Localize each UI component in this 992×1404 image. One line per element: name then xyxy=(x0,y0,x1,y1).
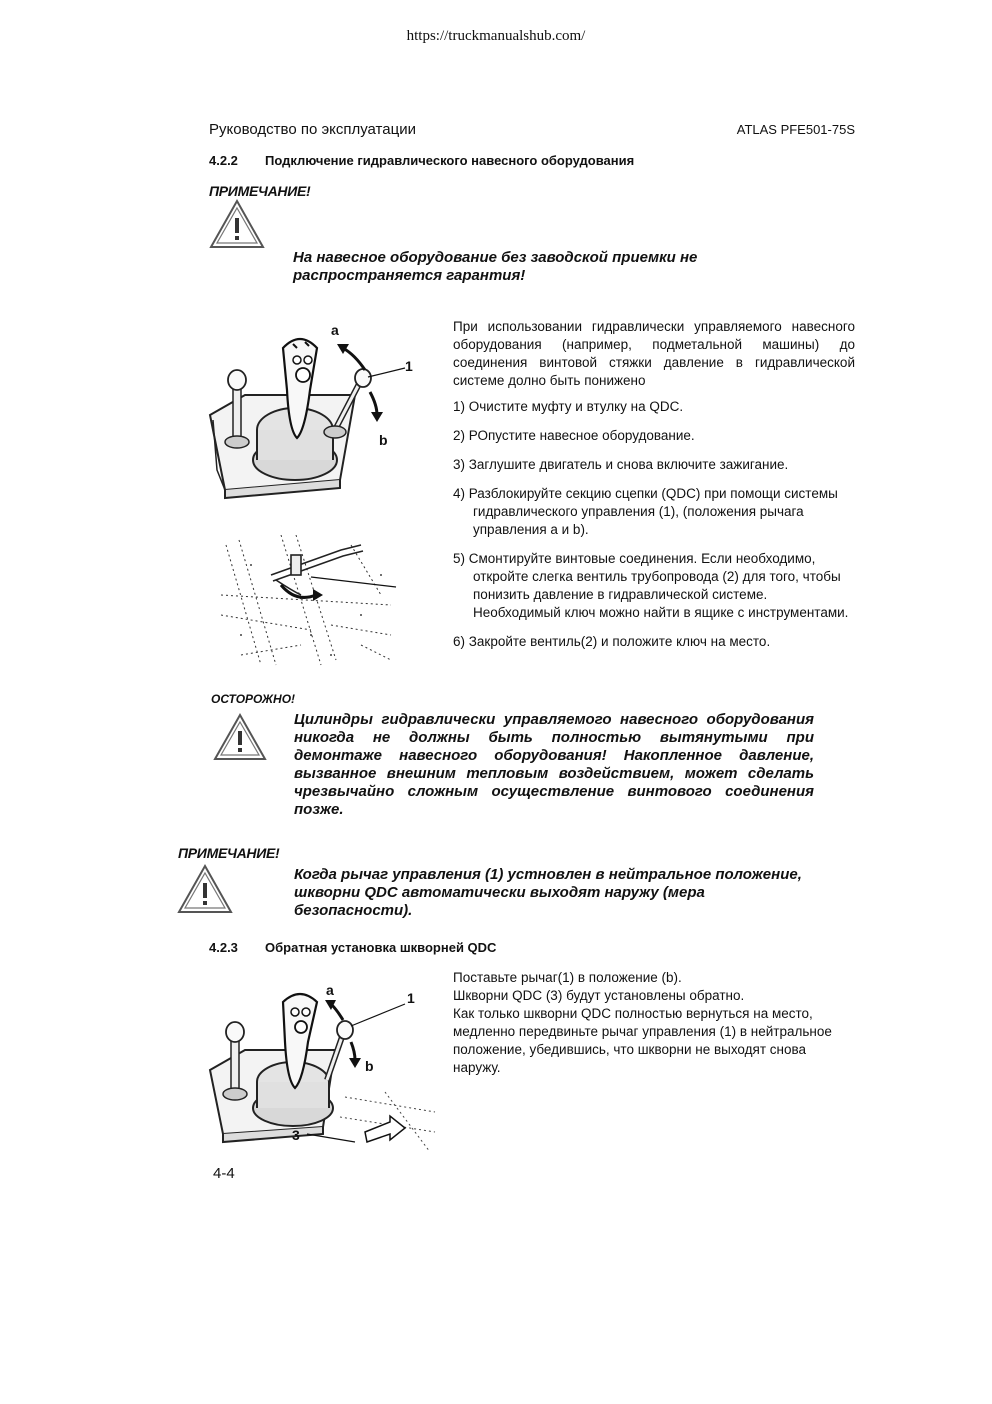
section-number: 4.2.3 xyxy=(209,940,238,955)
note-text: На навесное оборудование без заводской приемки не распространяется гарантия! xyxy=(293,249,698,284)
source-url[interactable]: https://truckmanualshub.com/ xyxy=(406,28,586,44)
lever-pin-figure xyxy=(205,982,440,1157)
paragraph: Поставьте рычаг(1) в положение (b). xyxy=(453,970,682,985)
manual-title: Руководство по эксплуатации xyxy=(209,121,416,138)
step-item: 1) Очистите муфту и втулку на QDC. xyxy=(453,399,684,414)
fig3-label-3: 3 xyxy=(292,1127,300,1143)
steps-list xyxy=(453,398,855,662)
note-label: ПРИМЕЧАНИЕ! xyxy=(178,845,280,861)
model-name: ATLAS PFE501-75S xyxy=(736,122,855,137)
control-lever-figure xyxy=(205,320,420,502)
step-item: 4) Разблокируйте секцию сцепки (QDC) при помощи системы гидравлического управления (1), (положения рычага управления a и b). xyxy=(453,486,838,537)
section-title: Обратная установка шкворней QDC xyxy=(265,940,497,955)
caution-text: Цилиндры гидравлически управляемого навесного оборудования никогда не должны быть полностью вытянутыми при демонтаже навесного оборудования! Накопленное давление, вызванное внешним тепловым воздействием, может сделать чрезвычайно сложным осуществление винтового соединения позже. xyxy=(294,711,814,818)
section-heading-4-2-3 xyxy=(209,940,496,955)
step-item: 5) Смонтируйте винтовые соединения. Если необходимо, откройте слегка вентиль трубопровода (2) для того, чтобы понизить давление в гидравлической системе. Необходимый ключ можно найти в ящике с инструментами. xyxy=(453,551,849,620)
caution-label: ОСТОРОЖНО! xyxy=(211,692,296,706)
step-item: 6) Закройте вентиль(2) и положите ключ на место. xyxy=(453,634,771,649)
fig3-label-1: 1 xyxy=(407,990,415,1006)
section-number: 4.2.2 xyxy=(209,153,238,168)
fig1-label-1: 1 xyxy=(405,358,413,374)
warning-triangle-icon xyxy=(209,198,265,250)
intro-text: При использовании гидравлически управляемого навесного оборудования (например, подметальной машины) до соединения винтовой стяжки давление в гидравлической системе долно быть понижено xyxy=(453,319,855,388)
section-heading-4-2-2 xyxy=(209,153,634,168)
step-item: 2) РОпустите навесное оборудование. xyxy=(453,428,695,443)
paragraph: Как только шкворни QDC полностью вернуться на место, медленно передвиньте рычаг управления (1) в нейтральное положение, убедившись, что шкворни не выходят снова наружу. xyxy=(453,1006,832,1075)
step-item: 3) Заглушите двигатель и снова включите зажигание. xyxy=(453,457,789,472)
fig1-label-a: a xyxy=(331,322,339,338)
warning-triangle-icon xyxy=(177,863,233,915)
reverse-text xyxy=(453,969,855,1077)
warning-triangle-icon xyxy=(213,712,267,762)
fig3-label-a: a xyxy=(326,982,334,998)
paragraph: Шкворни QDC (3) будут установлены обратно. xyxy=(453,988,745,1003)
fig3-label-b: b xyxy=(365,1058,374,1074)
coupling-valve-figure xyxy=(221,535,399,671)
section-title: Подключение гидравлического навесного оборудования xyxy=(265,153,635,168)
fig1-label-b: b xyxy=(379,432,388,448)
page-number: 4-4 xyxy=(213,1165,235,1182)
note-label: ПРИМЕЧАНИЕ! xyxy=(209,183,311,199)
note-text: Когда рычаг управления (1) устновлен в нейтральное положение, шкворни QDC автоматически выходят наружу (мера безопасности). xyxy=(294,866,802,919)
